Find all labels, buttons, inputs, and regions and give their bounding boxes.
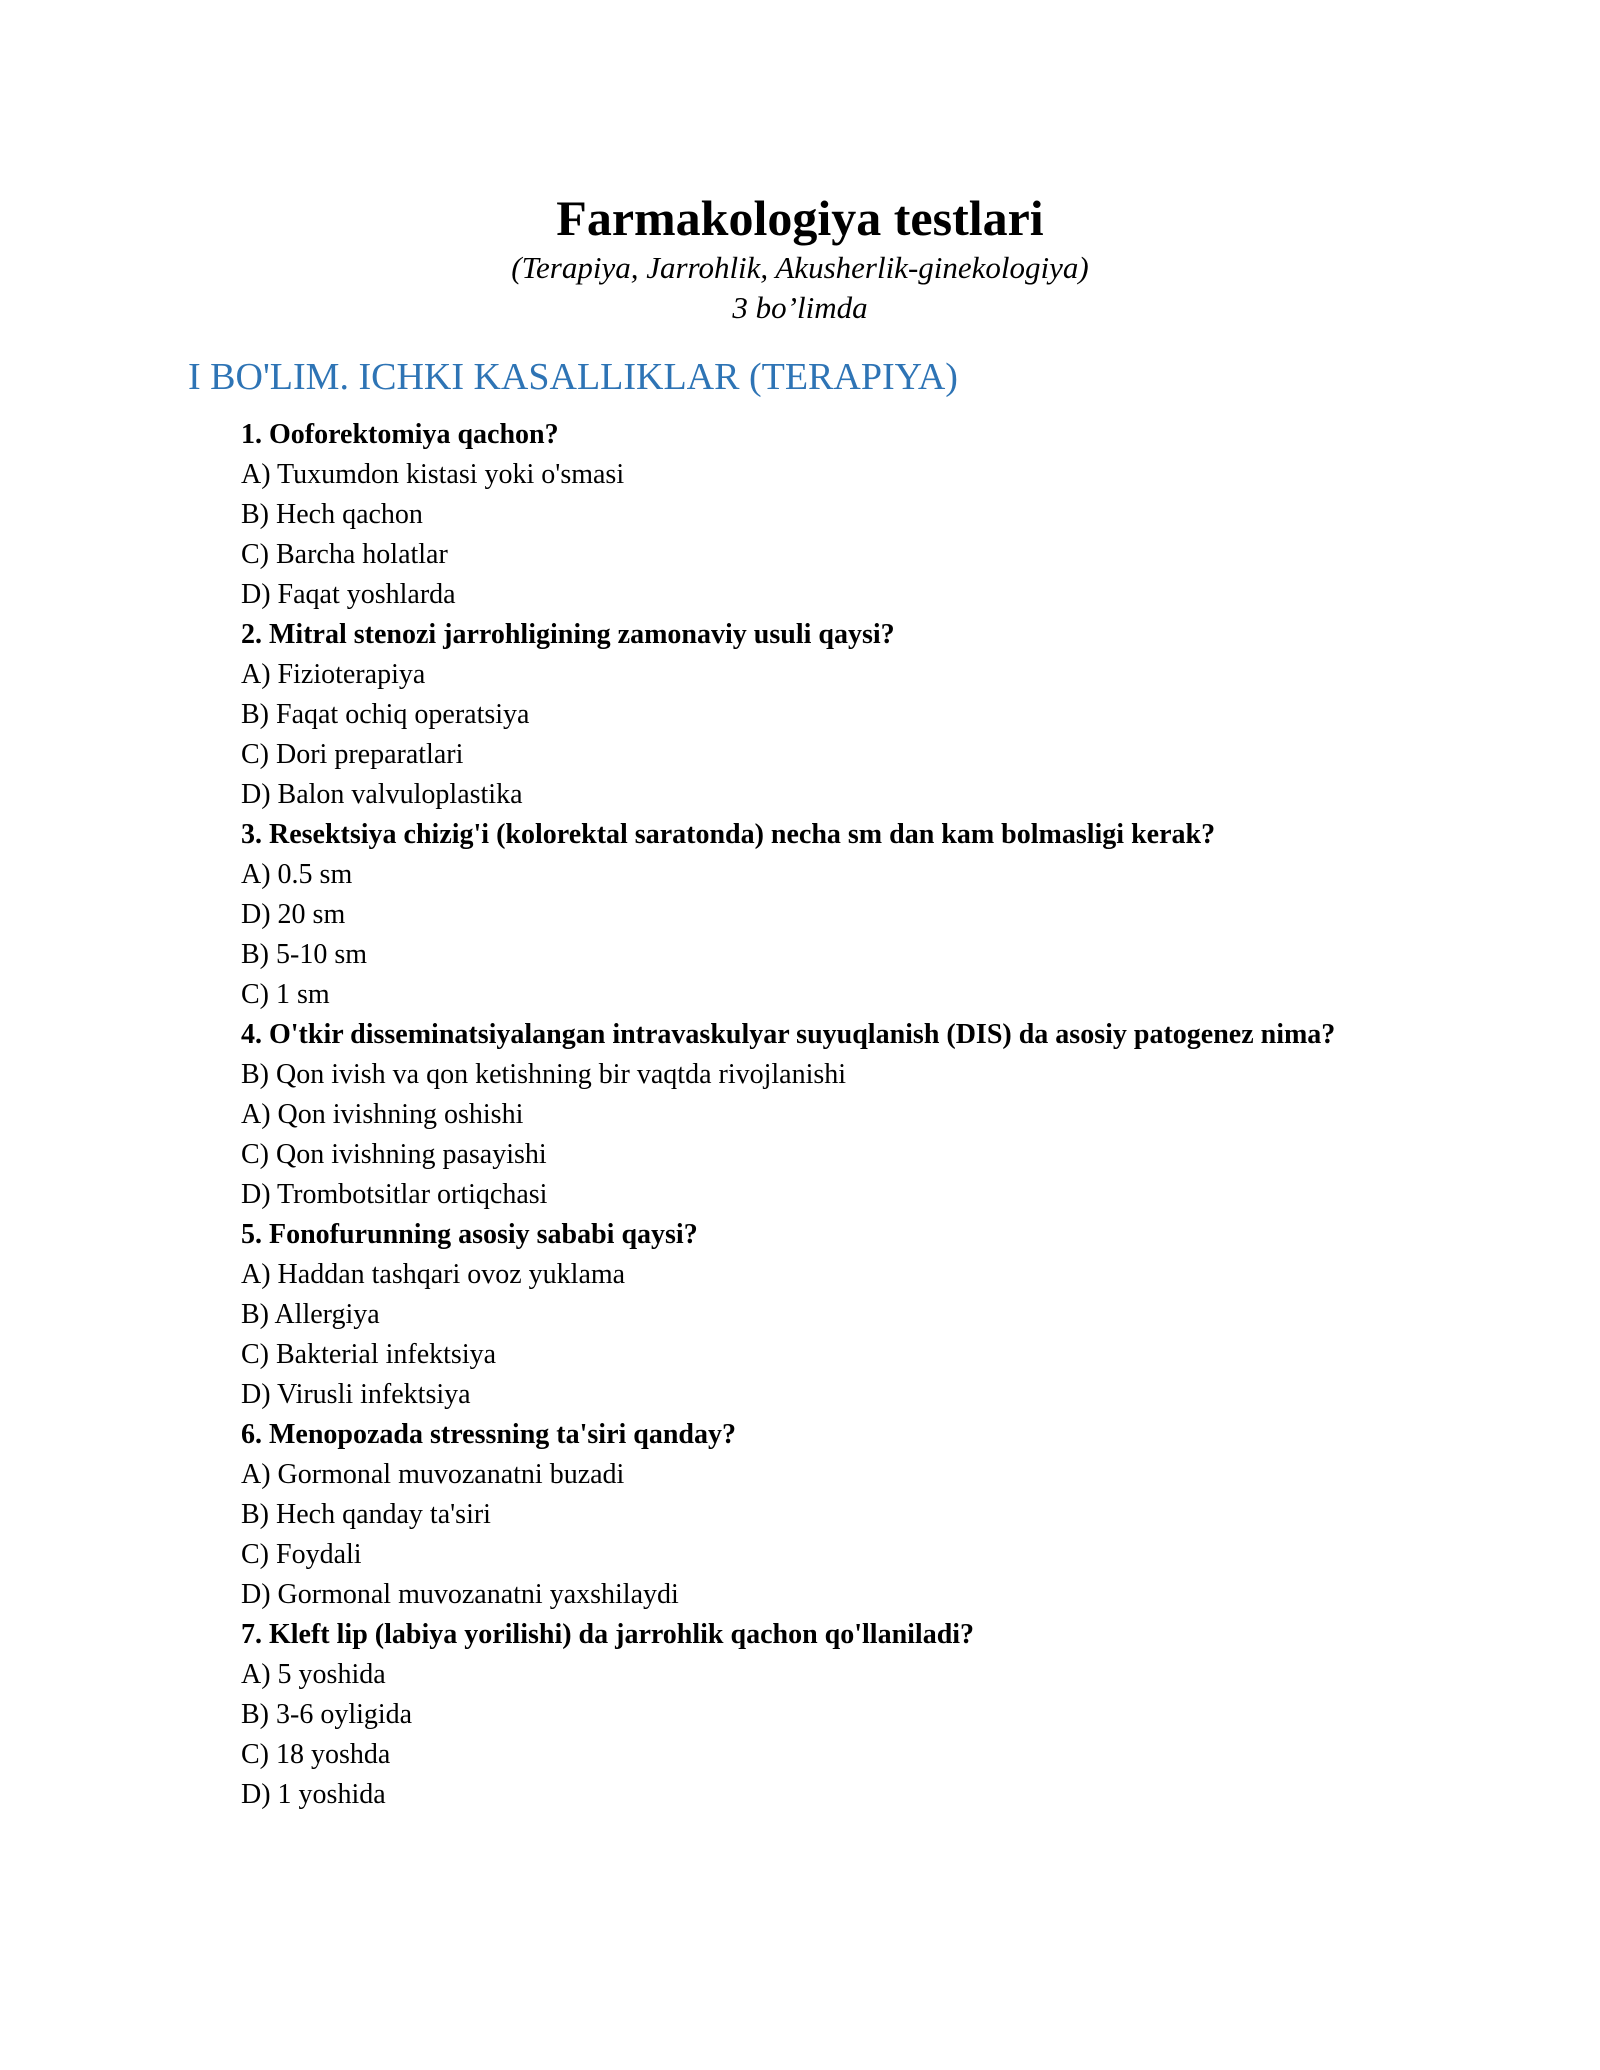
- question-text: 6. Menopozada stressning ta'siri qanday?: [241, 1419, 736, 1450]
- answer-option: D) 20 sm: [241, 899, 346, 930]
- question-3: [241, 815, 1401, 1015]
- answer-option: C) Foydali: [241, 1539, 362, 1570]
- question-5: [241, 1215, 1401, 1415]
- answer-option: A) Haddan tashqari ovoz yuklama: [241, 1259, 626, 1290]
- answer-option: C) Barcha holatlar: [241, 539, 448, 570]
- question-text: 1. Ooforektomiya qachon?: [241, 419, 559, 450]
- answer-option: C) Dori preparatlari: [241, 739, 464, 770]
- answer-option: D) Trombotsitlar ortiqchasi: [241, 1179, 548, 1210]
- question-list: [241, 415, 1401, 1815]
- answer-option: C) 1 sm: [241, 979, 330, 1010]
- question-text: 2. Mitral stenozi jarrohligining zamonaviy usuli qaysi?: [241, 619, 895, 650]
- answer-option: B) Qon ivish va qon ketishning bir vaqtda rivojlanishi: [241, 1059, 847, 1090]
- answer-option: D) Balon valvuloplastika: [241, 779, 523, 810]
- answer-option: A) Qon ivishning oshishi: [241, 1099, 524, 1130]
- answer-option: C) Qon ivishning pasayishi: [241, 1139, 547, 1170]
- question-6: [241, 1415, 1401, 1615]
- question-text: 7. Kleft lip (labiya yorilishi) da jarrohlik qachon qo'llaniladi?: [241, 1619, 975, 1650]
- answer-option: B) Allergiya: [241, 1299, 380, 1330]
- section-heading: I BO'LIM. ICHKI KASALLIKLAR (TERAPIYA): [188, 356, 958, 398]
- question-2: [241, 615, 1401, 815]
- answer-option: D) Faqat yoshlarda: [241, 579, 456, 610]
- question-text: 4. O'tkir disseminatsiyalangan intravaskulyar suyuqlanish (DIS) da asosiy patogenez nima?: [241, 1019, 1336, 1050]
- answer-option: A) 0.5 sm: [241, 859, 353, 890]
- answer-option: B) Hech qachon: [241, 499, 423, 530]
- question-7: [241, 1615, 1401, 1815]
- answer-option: D) 1 yoshida: [241, 1779, 386, 1810]
- answer-option: A) 5 yoshida: [241, 1659, 386, 1690]
- answer-option: B) 3-6 oyligida: [241, 1699, 413, 1730]
- answer-option: C) Bakterial infektsiya: [241, 1339, 497, 1370]
- answer-option: C) 18 yoshda: [241, 1739, 391, 1770]
- answer-option: B) Hech qanday ta'siri: [241, 1499, 491, 1530]
- question-1: [241, 415, 1401, 615]
- answer-option: D) Gormonal muvozanatni yaxshilaydi: [241, 1579, 679, 1610]
- question-text: 3. Resektsiya chizig'i (kolorektal saratonda) necha sm dan kam bolmasligi kerak?: [241, 819, 1216, 850]
- answer-option: A) Gormonal muvozanatni buzadi: [241, 1459, 625, 1490]
- question-text: 5. Fonofurunning asosiy sababi qaysi?: [241, 1219, 698, 1250]
- answer-option: D) Virusli infektsiya: [241, 1379, 471, 1410]
- answer-option: B) 5-10 sm: [241, 939, 367, 970]
- document-title: Farmakologiya testlari: [556, 190, 1044, 246]
- question-4: [241, 1015, 1401, 1215]
- document-parts-note: 3 bo’limda: [732, 290, 868, 325]
- answer-option: B) Faqat ochiq operatsiya: [241, 699, 530, 730]
- document-subtitle: (Terapiya, Jarrohlik, Akusherlik-ginekologiya): [511, 250, 1089, 285]
- answer-option: A) Tuxumdon kistasi yoki o'smasi: [241, 459, 625, 490]
- answer-option: A) Fizioterapiya: [241, 659, 426, 690]
